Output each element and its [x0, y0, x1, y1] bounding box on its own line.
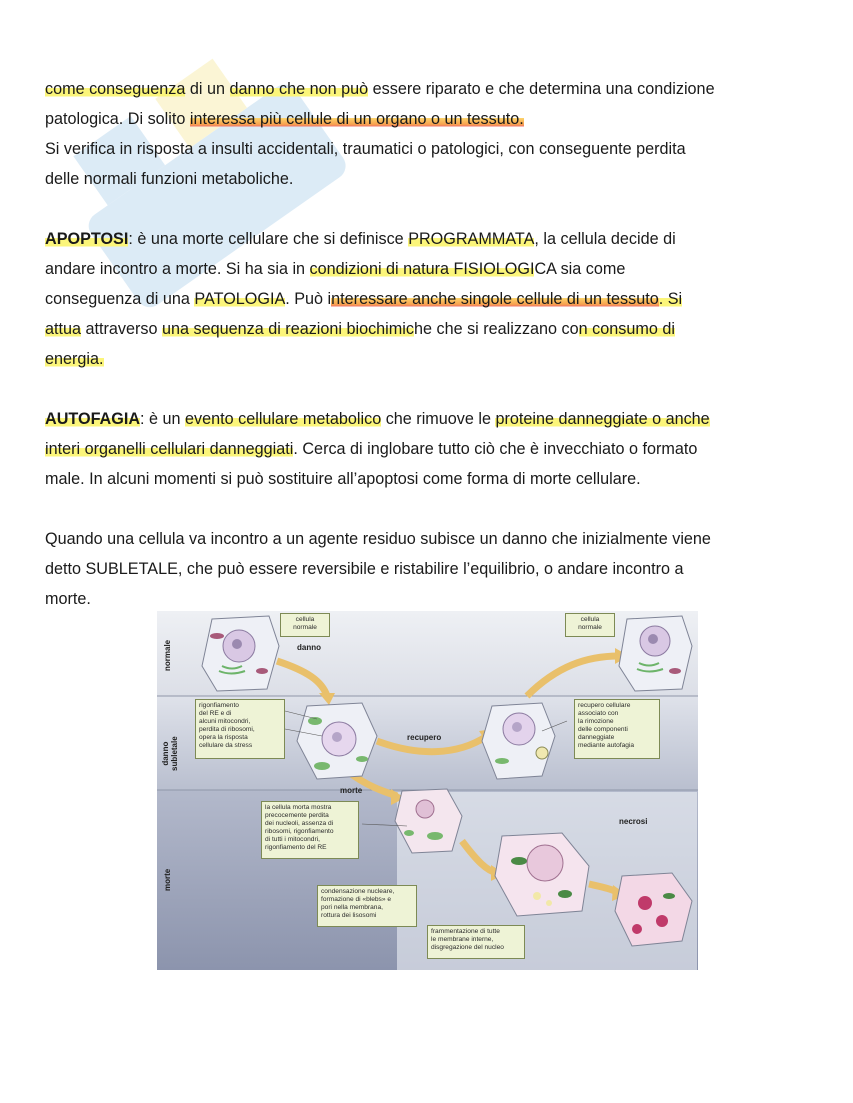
figure-artwork — [157, 611, 698, 970]
box-rigonfiamento: rigonfiamento del RE e di alcuni mitocondri, perdita di ribosomi, opera la risposta cellulare da stress — [195, 699, 285, 759]
cell-normal-right — [619, 616, 692, 691]
label-recupero: recupero — [407, 733, 442, 742]
box-cellula-normale-right: cellula normale — [565, 613, 615, 637]
paragraph-apoptosi: APOPTOSI: è una morte cellulare che si definisce PROGRAMMATA, la cellula decide di andare incontro a morte. Si ha sia in condizioni di natura FISIOLOGICA sia come conseguenza di una PATOLOGIA. Può interessare anche singole cellule di un tessuto. Si attua attraverso una sequenza di reazioni biochimiche che si realizzano con consumo di energia. — [45, 230, 683, 368]
paragraph-subletale: Quando una cellula va incontro a un agente residuo subisce un danno che inizialmente viene detto SUBLETALE, che può essere reversibile e ristabilire l’equilibrio, o andare incontro a morte. — [45, 530, 711, 608]
label-danno: danno — [297, 643, 321, 652]
paragraph-autofagia: AUTOFAGIA: è un evento cellulare metabolico che rimuove le proteine danneggiate o anche interi organelli cellulari danneggiati. Cerca di inglobare tutto ciò che è invecchiato o formato male. In alcuni momenti si può sostituire all’apoptosi come forma di morte cellulare. — [45, 410, 710, 488]
cell-normal-left — [202, 616, 279, 691]
paragraph-necrosi: come conseguenza di un danno che non può essere riparato e che determina una condizione patologica. Di solito interessa più cellule di un organo o un tessuto. Si verifica in risposta a insulti accidentali, traumatici o patologici, con conseguente perdita delle normali funzioni metaboliche. — [45, 80, 715, 188]
band-label-morte: morte — [163, 868, 172, 891]
term-apoptosi: APOPTOSI — [45, 230, 129, 248]
cell-damage-figure — [157, 611, 698, 970]
cell-recupero — [482, 703, 555, 779]
box-recupero: recupero cellulare associato con la rimozione delle componenti danneggiate mediante autofagia — [574, 699, 660, 759]
term-autofagia: AUTOFAGIA — [45, 410, 141, 428]
box-cellula-normale-left: cellula normale — [280, 613, 330, 637]
box-cellula-morta: la cellula morta mostra precocemente perdita dei nucleoli, assenza di ribosomi, rigonfiamento di tutti i mitocondri, rigonfiamento del RE — [261, 801, 359, 859]
box-condensazione: condensazione nucleare, formazione di «blebs» e pori nella membrana, rottura dei lisosomi — [317, 885, 417, 927]
box-frammentazione: frammentazione di tutte le membrane interne, disgregazione del nucleo — [427, 925, 525, 959]
band-label-subletale: danno subletale — [161, 736, 179, 771]
band-label-normale: normale — [163, 639, 172, 671]
label-necrosi: necrosi — [619, 817, 648, 826]
document-body — [45, 74, 815, 614]
label-morte: morte — [340, 786, 363, 795]
